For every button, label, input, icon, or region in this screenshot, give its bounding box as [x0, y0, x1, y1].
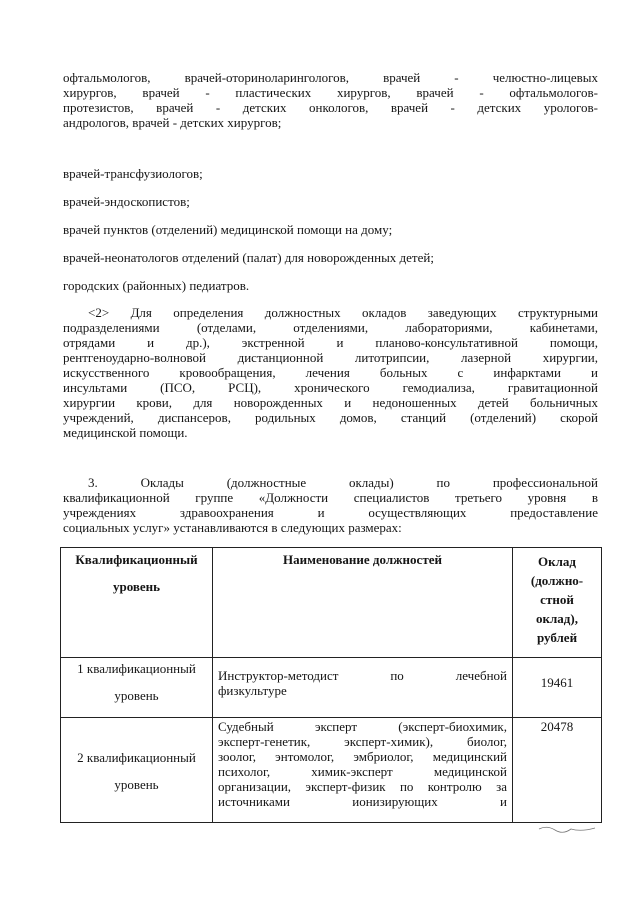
- text-line: хирургов, врачей - пластических хирургов, врачей - офтальмологов-: [63, 85, 598, 100]
- row-level: [61, 718, 213, 823]
- header-name: [213, 548, 513, 658]
- text-line: искусственного кровообращения, лечения больных с инфарктами и: [63, 365, 598, 380]
- text-line: <2> Для определения должностных окладов заведующих структурными: [88, 305, 598, 320]
- text-line: социальных услуг» устанавливаются в следующих размерах:: [63, 520, 402, 535]
- list-item: городских (районных) педиатров.: [63, 278, 250, 293]
- name-line: организации, эксперт-физик по контролю за: [218, 779, 507, 794]
- name-line: Инструктор-методист по лечебной: [218, 668, 507, 683]
- text-line: учреждений, диспансеров, родильных домов, станций (отделений) скорой: [63, 410, 598, 425]
- name-line: физкультуре: [218, 683, 287, 698]
- row-salary: [513, 658, 602, 718]
- text-line: учреждениях здравоохранения и осуществляющих предоставление: [63, 505, 598, 520]
- level-line: уровень: [114, 777, 159, 792]
- text-line: квалификационной группе «Должности специалистов третьего уровня в: [63, 490, 598, 505]
- text-line: андрологов, врачей - детских хирургов;: [63, 115, 282, 130]
- table-row: [61, 658, 602, 718]
- text-line: протезистов, врачей - детских онкологов, врачей - детских урологов-: [63, 100, 598, 115]
- name-line: источниками ионизирующих и: [218, 794, 507, 809]
- header-level: [61, 548, 213, 658]
- header-salary-line: Оклад: [538, 554, 576, 569]
- table-header-row: [61, 548, 602, 658]
- level-line: 2 квалификационный: [77, 750, 196, 765]
- list-item: врачей пунктов (отделений) медицинской помощи на дому;: [63, 222, 393, 237]
- list-item: врачей-трансфузиологов;: [63, 166, 203, 181]
- section-3-paragraph: [63, 475, 598, 535]
- text-line: 3. Оклады (должностные оклады) по профессиональной: [88, 475, 598, 490]
- scan-mark-icon: [537, 823, 597, 835]
- salary-value: 20478: [540, 719, 574, 734]
- paragraph-continuation: [63, 70, 598, 130]
- header-salary-line: рублей: [536, 630, 578, 645]
- name-line: эксперт-генетик, эксперт-химик), биолог,: [218, 734, 507, 749]
- list-item: врачей-эндоскопистов;: [63, 194, 190, 209]
- text-line: подразделениями (отделами, отделениями, лабораториями, кабинетами,: [63, 320, 598, 335]
- salary-value: 19461: [540, 675, 574, 690]
- text-line: хирургии крови, для новорожденных и недоношенных детей больничных: [63, 395, 598, 410]
- salary-table: [60, 547, 602, 823]
- level-line: 1 квалификационный: [77, 661, 196, 676]
- name-line: психолог, химик-эксперт медицинской: [218, 764, 507, 779]
- table-row: [61, 718, 602, 823]
- row-name: [213, 658, 513, 718]
- text-line: офтальмологов, врачей-оториноларингологов, врачей - челюстно-лицевых: [63, 70, 598, 85]
- row-salary: [513, 718, 602, 823]
- name-line: Судебный эксперт (эксперт-биохимик,: [218, 719, 507, 734]
- footnote-paragraph: [63, 305, 598, 440]
- level-line: уровень: [114, 688, 159, 703]
- text-line: рентгеноударно-волновой дистанционной литотрипсии, лазерной хирургии,: [63, 350, 598, 365]
- name-line: зоолог, энтомолог, эмбриолог, медицинский: [218, 749, 507, 764]
- row-name: [213, 718, 513, 823]
- header-salary: [513, 548, 602, 658]
- header-salary-line: оклад),: [536, 611, 578, 626]
- header-level-line: уровень: [112, 579, 161, 594]
- text-line: отрядами и др.), экстренной и планово-консультативной помощи,: [63, 335, 598, 350]
- text-line: инсультами (ПСО, РСЦ), хронического гемодиализа, гравитационной: [63, 380, 598, 395]
- row-level: [61, 658, 213, 718]
- header-level-line: Квалификационный: [75, 552, 198, 567]
- text-line: медицинской помощи.: [63, 425, 188, 440]
- header-name-text: Наименование должностей: [283, 552, 442, 567]
- list-item: врачей-неонатологов отделений (палат) для новорожденных детей;: [63, 250, 434, 265]
- header-salary-line: (должно-: [530, 573, 584, 588]
- header-salary-line: стной: [540, 592, 574, 607]
